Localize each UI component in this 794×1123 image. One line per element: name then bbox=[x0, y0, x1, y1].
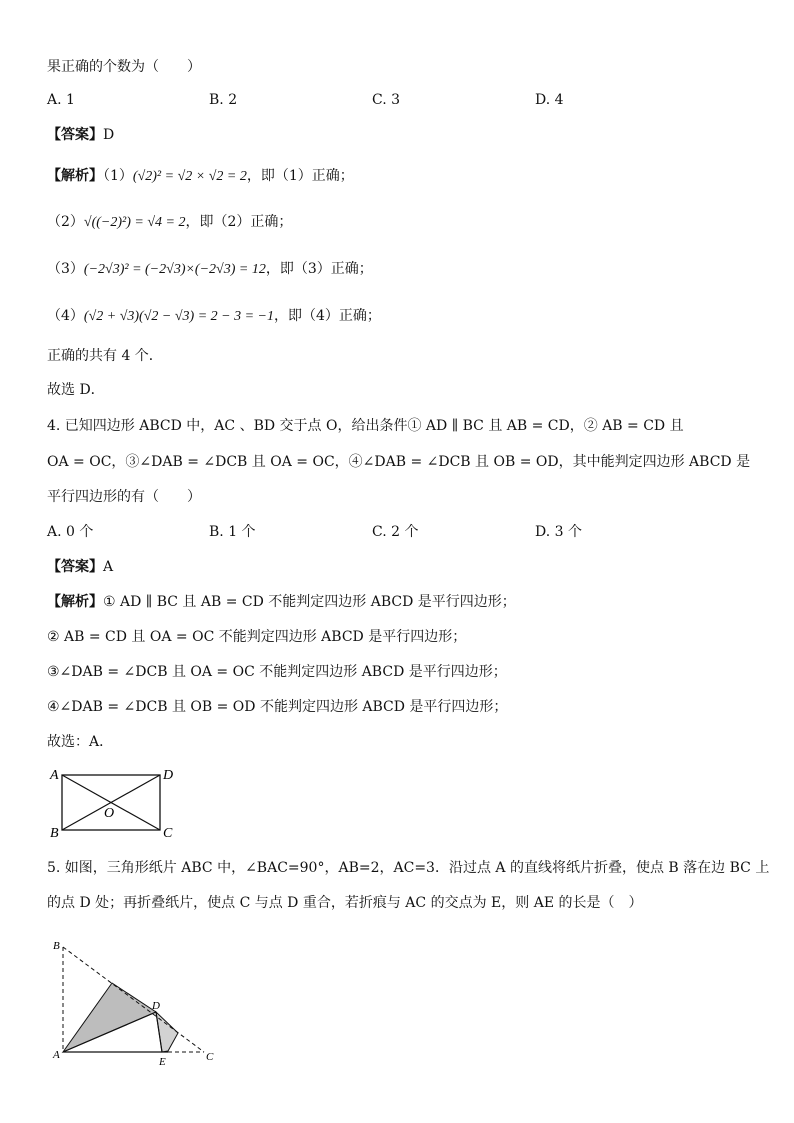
label-a: A bbox=[53, 1049, 60, 1061]
q3-step-3 bbox=[47, 259, 373, 280]
step-expr: (√2 + √3)(√2 − √3) = 2 − 3 = −1 bbox=[83, 309, 274, 324]
label-a: A bbox=[50, 768, 59, 783]
analysis-text: ① AD ∥ BC 且 AB = CD 不能判定四边形 ABCD 是平行四边形； bbox=[103, 594, 516, 610]
q4-option-d: D. 3 个 bbox=[535, 524, 582, 540]
q4-stem-line-2: OA = OC，③∠DAB = ∠DCB 且 OA = OC，④∠DAB = ∠DCB 且 OB = OD，其中能判定四边形 ABCD 是 bbox=[47, 454, 751, 470]
analysis-label: 【解析】 bbox=[47, 168, 103, 184]
label-c: C bbox=[206, 1051, 214, 1063]
q3-step-2 bbox=[47, 212, 292, 233]
answer-value: D bbox=[103, 127, 115, 143]
label-d: D bbox=[152, 1000, 160, 1012]
q4-stem-line-1: 4. 已知四边形 ABCD 中，AC 、BD 交于点 O，给出条件① AD ∥ BC 且 AB = CD，② AB = CD 且 bbox=[47, 418, 684, 434]
q4-conclusion: 故选：A． bbox=[47, 734, 114, 750]
step-expr: (√2)² = √2 × √2 = 2 bbox=[132, 169, 247, 184]
step-expr: (−2√3)² = (−2√3)×(−2√3) = 12 bbox=[83, 262, 266, 277]
answer-label: 【答案】 bbox=[47, 559, 103, 575]
label-o: O bbox=[104, 806, 115, 821]
q4-analysis-line-1 bbox=[47, 592, 516, 612]
step-suffix: ，即（4）正确； bbox=[274, 308, 381, 324]
label-b: B bbox=[53, 940, 60, 952]
label-c: C bbox=[163, 826, 173, 841]
step-prefix: （1） bbox=[103, 168, 133, 184]
q4-analysis-line-3: ③∠DAB = ∠DCB 且 OA = OC 不能判定四边形 ABCD 是平行四边形； bbox=[47, 664, 507, 680]
q5-stem-line-1: 5. 如图，三角形纸片 ABC 中，∠BAC=90°，AB=2，AC=3．沿过点 A 的直线将纸片折叠，使点 B 落在边 BC 上 bbox=[47, 860, 770, 876]
step-expr: √((−2)²) = √4 = 2 bbox=[83, 215, 186, 230]
q4-analysis-line-4: ④∠DAB = ∠DCB 且 OB = OD 不能判定四边形 ABCD 是平行四边形； bbox=[47, 699, 508, 715]
analysis-label: 【解析】 bbox=[47, 594, 103, 610]
q4-option-b: B. 1 个 bbox=[209, 524, 256, 540]
q4-analysis-line-2: ② AB = CD 且 OA = OC 不能判定四边形 ABCD 是平行四边形； bbox=[47, 629, 467, 645]
q4-rectangle-figure bbox=[44, 764, 184, 842]
step-prefix: （4） bbox=[47, 308, 84, 324]
q4-answer bbox=[47, 557, 113, 577]
step-prefix: （2） bbox=[47, 214, 84, 230]
q4-option-a: A. 0 个 bbox=[47, 524, 94, 540]
q3-summary: 正确的共有 4 个． bbox=[47, 348, 163, 364]
label-b: B bbox=[50, 826, 59, 841]
label-d: D bbox=[163, 768, 174, 783]
step-prefix: （3） bbox=[47, 261, 84, 277]
q3-option-a: A. 1 bbox=[47, 92, 75, 108]
q3-step-1 bbox=[47, 166, 354, 187]
step-suffix: ，即（1）正确； bbox=[246, 168, 354, 184]
q3-step-4 bbox=[47, 306, 381, 327]
q4-option-c: C. 2 个 bbox=[372, 524, 419, 540]
q3-answer bbox=[47, 125, 114, 145]
step-suffix: ，即（3）正确； bbox=[265, 261, 373, 277]
q3-conclusion: 故选 D． bbox=[47, 382, 105, 398]
step-suffix: ，即（2）正确； bbox=[185, 214, 293, 230]
q3-option-c: C. 3 bbox=[372, 92, 401, 108]
q3-option-d: D. 4 bbox=[535, 92, 564, 108]
q3-option-b: B. 2 bbox=[209, 92, 238, 108]
q5-stem-line-2: 的点 D 处；再折叠纸片，使点 C 与点 D 重合，若折痕与 AC 的交点为 E，则 AE 的长是（ ） bbox=[47, 895, 643, 911]
q4-stem-line-3: 平行四边形的有（ ） bbox=[47, 489, 201, 505]
answer-label: 【答案】 bbox=[47, 127, 103, 143]
label-e: E bbox=[159, 1056, 166, 1068]
q5-triangle-figure bbox=[44, 935, 224, 1070]
answer-value: A bbox=[103, 559, 114, 575]
q3-stem-tail: 果正确的个数为（ ） bbox=[47, 59, 201, 75]
